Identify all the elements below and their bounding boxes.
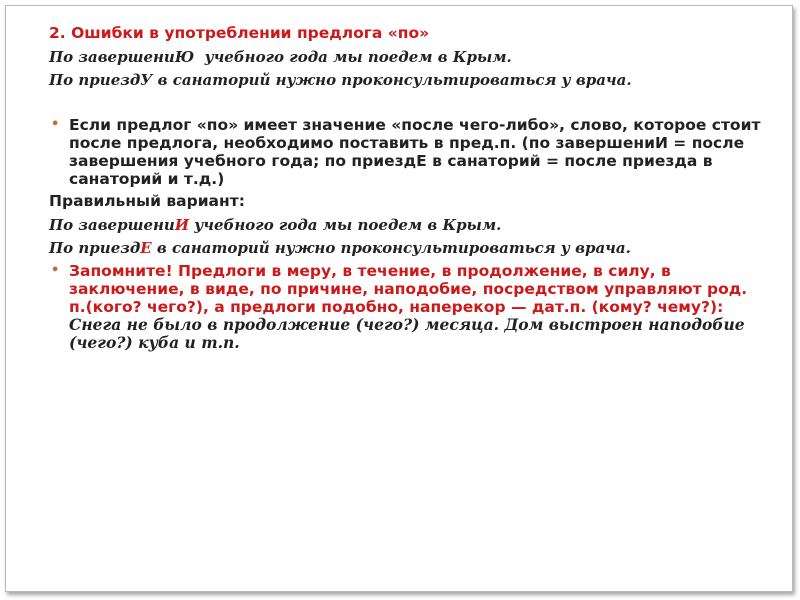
slide-content <box>49 24 761 352</box>
bullet-icon: • <box>51 117 60 132</box>
slide-title: 2. Ошибки в употреблении предлога «по» <box>49 24 430 42</box>
remember-bullet <box>49 262 749 352</box>
example-sentence-line: (чего?) куба и т.п. <box>69 333 240 352</box>
rule-bullet <box>49 116 761 188</box>
correct-label: Правильный вариант: <box>49 192 245 210</box>
example-sentence-line: Снега не было в продолжение (чего?) месяца. Дом выстроен наподобие <box>69 315 745 334</box>
correct-example-2: По приездЕ в санаторий нужно проконсультироваться у врача. <box>49 239 631 257</box>
rule-line: после предлога, необходимо поставить в пред.п. (по завершениИ = после <box>69 134 745 152</box>
rule-line: санаторий и т.д.) <box>69 170 225 188</box>
remember-line: заключение, в виде, по причине, наподобие, посредством управляют род. <box>69 280 748 298</box>
rule-line: завершения учебного года; по приездЕ в санаторий = после приезда в <box>69 152 713 170</box>
wrong-example-1: По завершениЮ учебного года мы поедем в Крым. <box>49 48 512 66</box>
rule-line: Если предлог «по» имеет значение «после чего-либо», слово, которое стоит <box>69 116 761 134</box>
correct-example-1: По завершениИ учебного года мы поедем в Крым. <box>49 216 502 234</box>
wrong-example-2: По приездУ в санаторий нужно проконсультироваться у врача. <box>49 71 632 89</box>
remember-line: п.(кого? чего?), а предлоги подобно, наперекор — дат.п. (кому? чему?): <box>69 298 724 316</box>
remember-line: Запомните! Предлоги в меру, в течение, в продолжение, в силу, в <box>69 262 671 280</box>
bullet-icon: • <box>51 263 60 278</box>
